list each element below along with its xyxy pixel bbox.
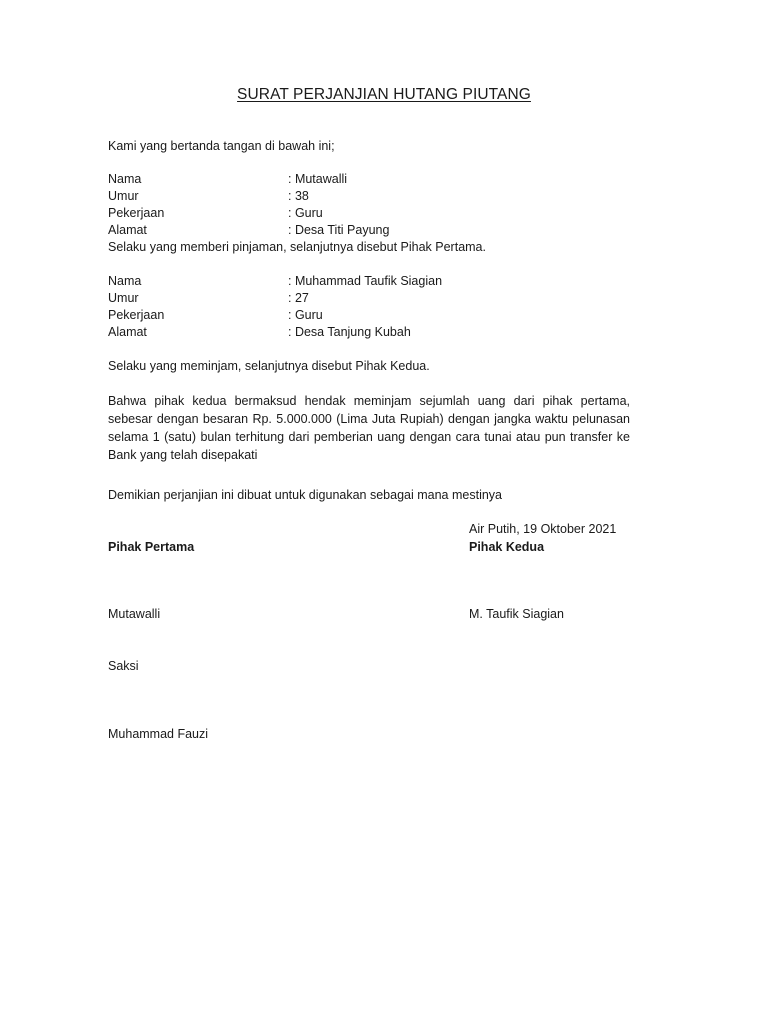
field-value: : Desa Titi Payung [288,223,390,237]
party-two-details [108,273,442,341]
field-label: Nama [108,274,142,288]
party-one-address-row [108,222,389,239]
second-party-label: Pihak Kedua [469,540,545,554]
field-value: : Guru [288,308,323,322]
second-party-signatory: M. Taufik Siagian [469,607,564,621]
party-one-age-row [108,188,389,205]
closing-statement: Demikian perjanjian ini dibuat untuk digunakan sebagai mana mestinya [108,488,502,502]
intro-text: Kami yang bertanda tangan di bawah ini; [108,139,335,153]
field-value: : Mutawalli [288,172,348,186]
party-one-details [108,171,389,239]
field-label: Umur [108,189,139,203]
field-value: : 38 [288,189,309,203]
party-two-address-row [108,324,442,341]
party-two-job-row [108,307,442,324]
witness-label: Saksi [108,659,139,673]
field-value: : 27 [288,291,309,305]
party-two-role: Selaku yang meminjam, selanjutnya disebut Pihak Kedua. [108,359,430,373]
party-one-role: Selaku yang memberi pinjaman, selanjutnya disebut Pihak Pertama. [108,240,486,254]
agreement-body: Bahwa pihak kedua bermaksud hendak meminjam sejumlah uang dari pihak pertama, sebesar dengan besaran Rp. 5.000.000 (Lima Juta Rupiah) dengan jangka waktu pelunasan selama 1 (satu) bulan terhitung dari pemberian uang dengan cara tunai atau pun transfer ke Bank yang telah disepakati [108,394,630,462]
party-two-age-row [108,290,442,307]
field-label: Pekerjaan [108,308,165,322]
field-label: Alamat [108,223,147,237]
party-two-name-row [108,273,442,290]
party-one-job-row [108,205,389,222]
field-value: : Muhammad Taufik Siagian [288,274,443,288]
field-value: : Guru [288,206,323,220]
field-label: Pekerjaan [108,206,165,220]
first-party-label: Pihak Pertama [108,540,195,554]
document-title: SURAT PERJANJIAN HUTANG PIUTANG [237,86,531,103]
field-value: : Desa Tanjung Kubah [288,325,411,339]
field-label: Nama [108,172,142,186]
witness-name: Muhammad Fauzi [108,727,209,741]
party-one-name-row [108,171,389,188]
field-label: Alamat [108,325,147,339]
field-label: Umur [108,291,139,305]
first-party-signatory: Mutawalli [108,607,161,621]
place-date: Air Putih, 19 Oktober 2021 [469,522,617,536]
